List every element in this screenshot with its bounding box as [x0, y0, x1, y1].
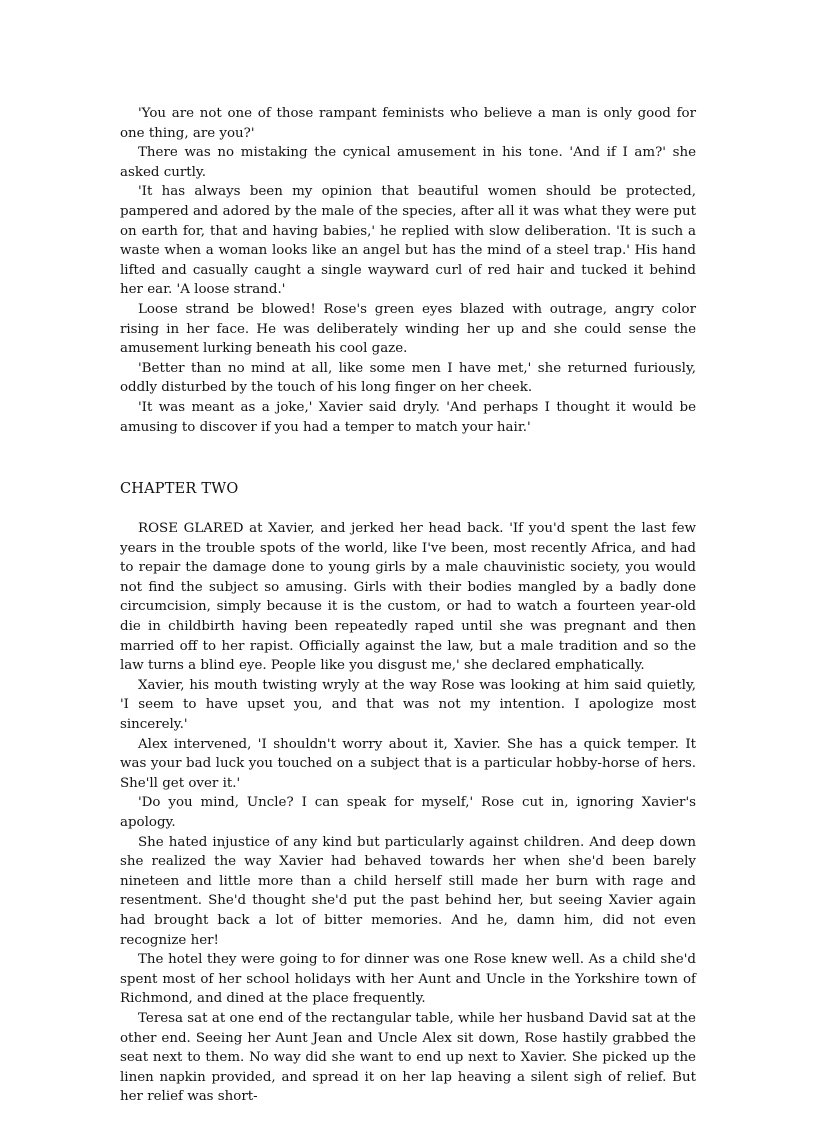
paragraph: Teresa sat at one end of the rectangular table, while her husband David sat at the other end. Seeing her Aunt Jean and Uncle Alex sit down, Rose hastily grabbed the seat next to them. No way did she want to end up next to Xavier. She picked up the linen napkin provided, and spread it on her lap heaving a silent sigh of relief. But her relief was short-	[120, 1010, 696, 1105]
paragraph: 'You are not one of those rampant feminists who believe a man is only good for one thing, are you?'	[120, 106, 696, 141]
paragraph: ROSE GLARED at Xavier, and jerked her head back. 'If you'd spent the last few years in the trouble spots of the world, like I've been, most recently Africa, and had to repair the damage done to young girls by a male chauvinistic society, you would not find the subject so amusing. Girls with their bodies mangled by a badly done circumcision, simply because it is the custom, or had to watch a fourteen year-old die in childbirth having been repeatedly raped until she was pregnant and then married off to her rapist. Officially against the law, but a male tradition and so the law turns a blind eye. People like you disgust me,' she declared emphatically.	[120, 521, 696, 674]
paragraph: She hated injustice of any kind but particularly against children. And deep down she realized the way Xavier had behaved towards her when she'd been barely nineteen and little more than a child herself still made her burn with rage and resentment. She'd thought she'd put the past behind her, but seeing Xavier again had brought back a lot of bitter memories. And he, damn him, did not even recognize her!	[120, 834, 696, 948]
paragraph: 'Better than no mind at all, like some men I have met,' she returned furiously, oddly disturbed by the touch of his long finger on her cheek.	[120, 360, 696, 396]
paragraph: 'It has always been my opinion that beautiful women should be protected, pampered and adored by the male of the species, after all it was what they were put on earth for, that and having babies,' he replied with slow deliberation. 'It is such a waste when a woman looks like an angel but has the mind of a steel trap.' His hand lifted and casually caught a single wayward curl of red hair and tucked it behind her ear. 'A loose strand.'	[120, 184, 696, 298]
paragraph: 'Do you mind, Uncle? I can speak for myself,' Rose cut in, ignoring Xavier's apology.	[120, 795, 696, 830]
paragraph: Xavier, his mouth twisting wryly at the way Rose was looking at him said quietly, 'I seem to have upset you, and that was not my intention. I apologize most sincerely.'	[120, 677, 696, 733]
paragraph: 'It was meant as a joke,' Xavier said dryly. 'And perhaps I thought it would be amusing to discover if you had a temper to match your hair.'	[120, 399, 696, 435]
section-one	[120, 104, 696, 437]
paragraph: Alex intervened, 'I shouldn't worry about it, Xavier. She has a quick temper. It was your bad luck you touched on a subject that is a particular hobby-horse of hers. She'll get over it.'	[120, 736, 696, 791]
chapter-heading: CHAPTER TWO	[120, 481, 239, 498]
paragraph: Loose strand be blowed! Rose's green eyes blazed with outrage, angry color rising in her face. He was deliberately winding her up and she could sense the amusement lurking beneath his cool gaze.	[120, 301, 696, 357]
paragraph: There was no mistaking the cynical amusement in his tone. 'And if I am?' she asked curtly.	[120, 145, 696, 180]
paragraph: The hotel they were going to for dinner was one Rose knew well. As a child she'd spent most of her school holidays with her Aunt and Uncle in the Yorkshire town of Richmond, and dined at the place frequently.	[120, 952, 696, 1007]
book-page	[120, 104, 696, 1107]
section-two	[120, 519, 696, 1107]
